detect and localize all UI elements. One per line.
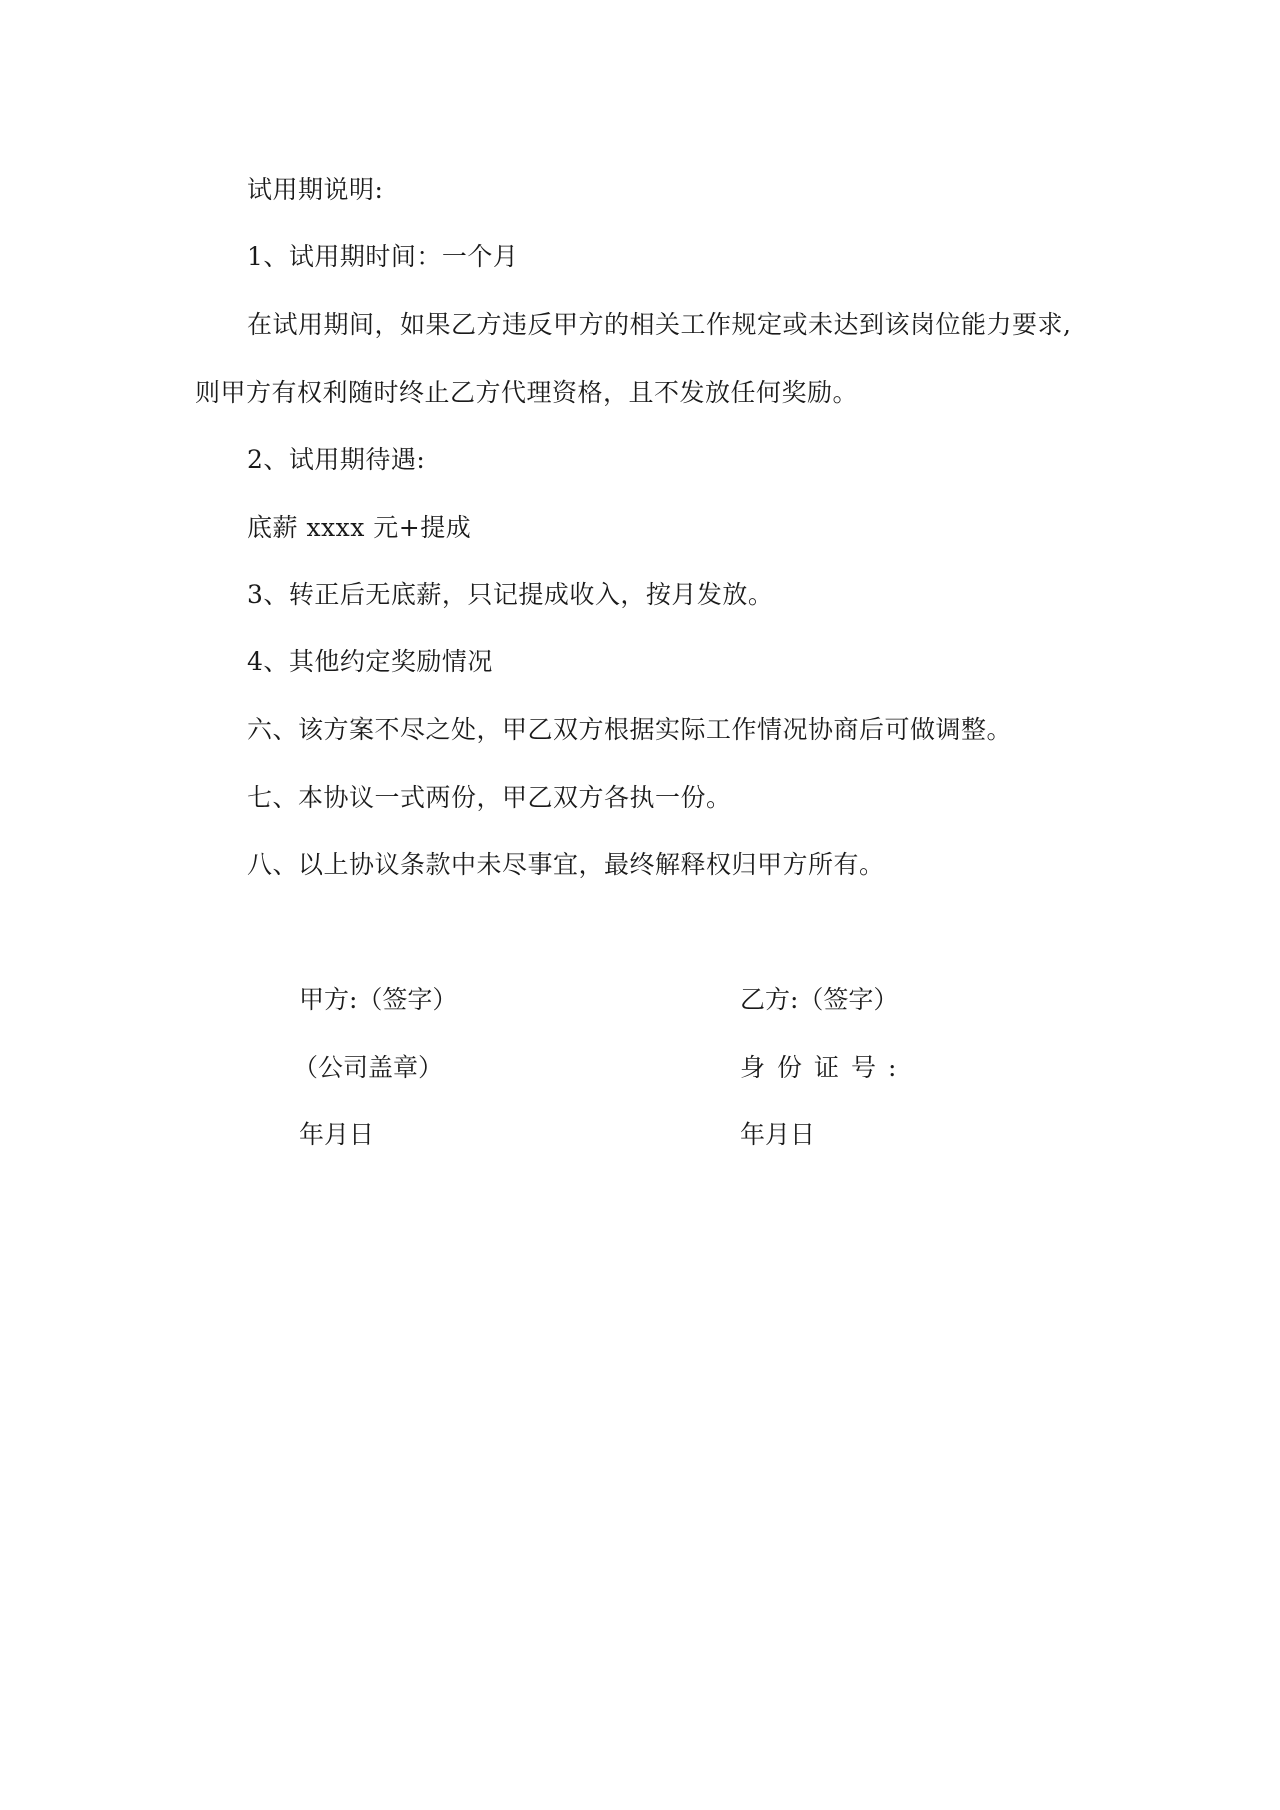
clause-base-salary: 底薪 xxxx 元+提成 — [247, 513, 472, 542]
clause-after-probation: 3、转正后无底薪，只记提成收入，按月发放。 — [247, 580, 774, 609]
party-b-id-number-label: 身份证号: — [740, 1053, 909, 1082]
clause-probation-duration: 1、试用期时间：一个月 — [247, 242, 519, 271]
clause-eight-interpretation: 八、以上协议条款中未尽事宜，最终解释权归甲方所有。 — [247, 850, 885, 879]
clause-seven-copies: 七、本协议一式两份，甲乙双方各执一份。 — [247, 783, 732, 812]
clause-probation-violation-line2: 则甲方有权利随时终止乙方代理资格，且不发放任何奖励。 — [195, 378, 859, 407]
clause-other-rewards: 4、其他约定奖励情况 — [247, 647, 493, 676]
party-b-date: 年月日 — [740, 1120, 816, 1149]
clause-probation-violation-line1: 在试用期间，如果乙方违反甲方的相关工作规定或未达到该岗位能力要求, — [247, 310, 1072, 339]
party-a-date: 年月日 — [299, 1120, 375, 1149]
clause-probation-pay: 2、试用期待遇: — [247, 445, 426, 474]
probation-heading: 试用期说明: — [247, 175, 384, 204]
party-b-signature: 乙方:（签字） — [740, 985, 899, 1014]
clause-six-adjustment: 六、该方案不尽之处，甲乙双方根据实际工作情况协商后可做调整。 — [247, 715, 1013, 744]
party-a-signature: 甲方:（签字） — [299, 985, 458, 1014]
party-a-company-seal: （公司盖章） — [293, 1053, 444, 1082]
